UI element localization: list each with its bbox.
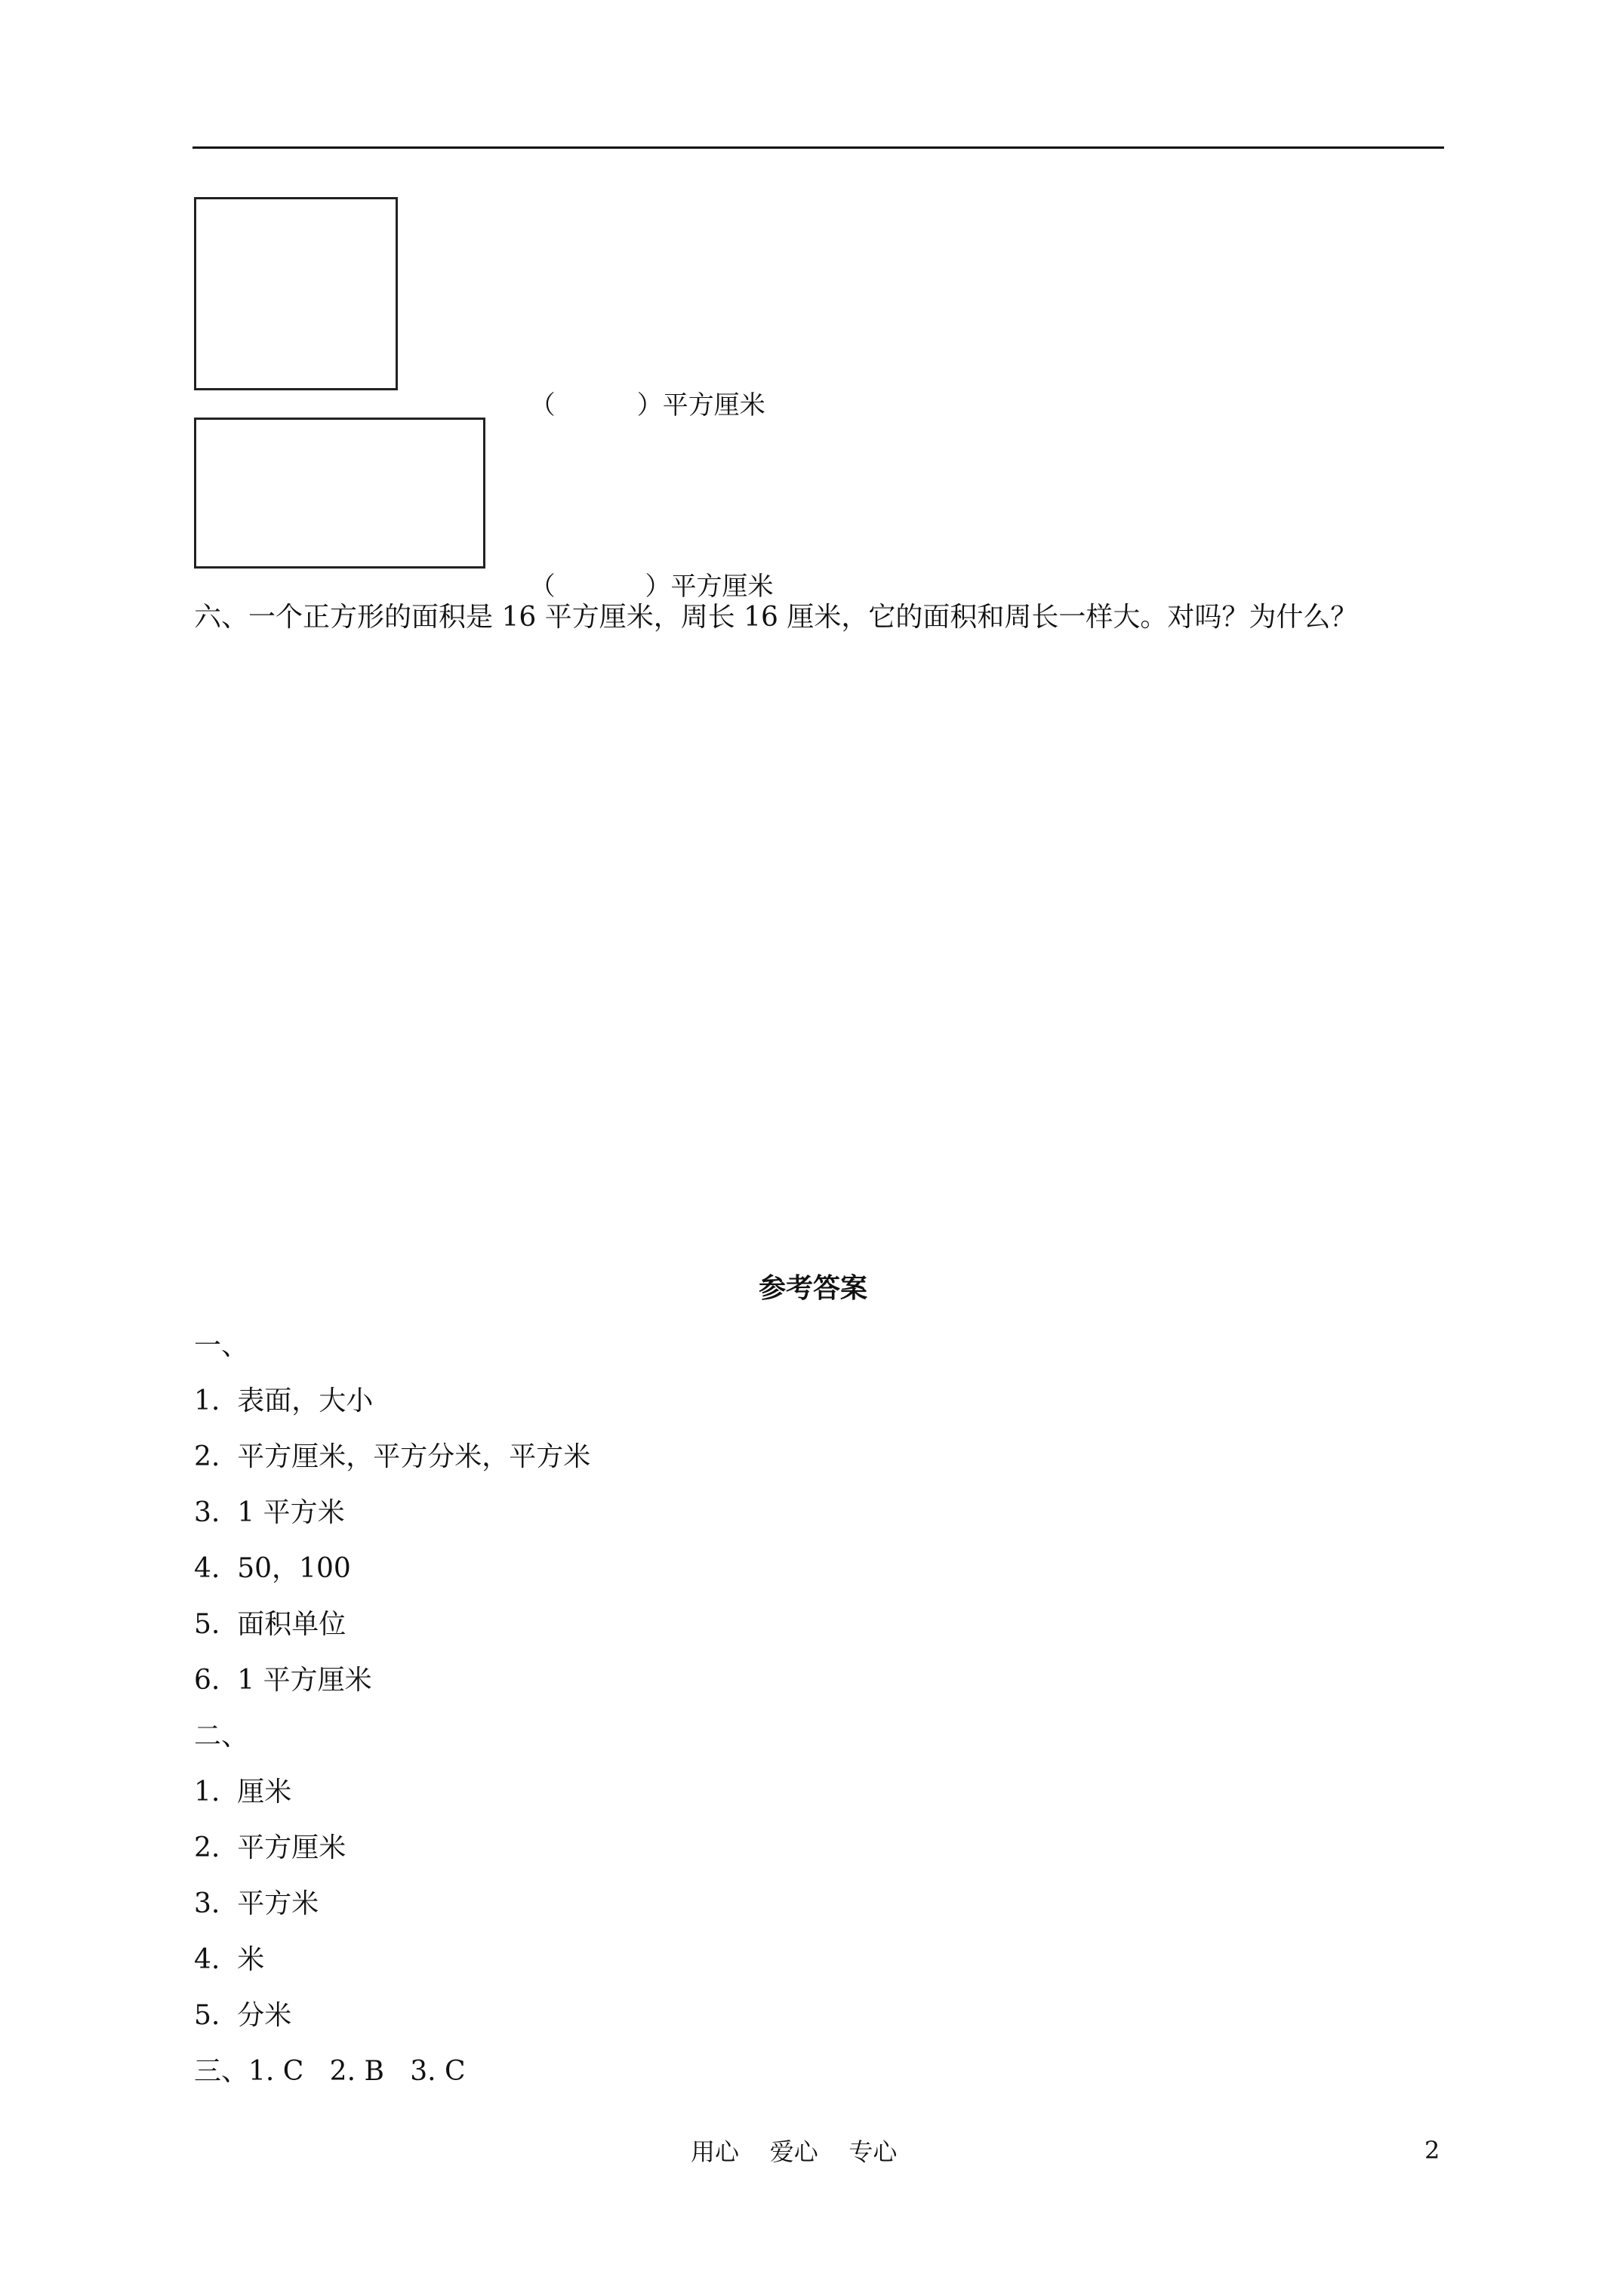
answer-line: 一、 xyxy=(194,1330,249,1361)
square-close-paren: ） xyxy=(636,390,663,421)
answer-line: 5. 面积单位 xyxy=(194,1609,346,1640)
page-number: 2 xyxy=(1424,2136,1440,2165)
answer-line: 二、 xyxy=(194,1721,249,1752)
rectangle-figure xyxy=(194,418,485,569)
answer-line: 1. 厘米 xyxy=(194,1777,292,1808)
square-blank xyxy=(556,390,637,421)
rectangle-close-paren: ） xyxy=(645,572,671,602)
answer-key-title: 参考答案 xyxy=(759,1272,868,1304)
answer-line: 3. 平方米 xyxy=(194,1888,319,1919)
answer-line: 5. 分米 xyxy=(194,2000,292,2031)
square-area-answer xyxy=(513,367,765,421)
answer-line: 2. 平方厘米，平方分米，平方米 xyxy=(194,1441,591,1472)
answer-line: 2. 平方厘米 xyxy=(194,1832,346,1863)
footer-motto: 用心 爱心 专心 xyxy=(691,2137,898,2166)
answer-line: 1. 表面，大小 xyxy=(194,1385,374,1416)
answer-line: 三、1. C 2. B 3. C xyxy=(194,2056,466,2087)
rectangle-unit: 平方厘米 xyxy=(670,572,774,602)
square-unit: 平方厘米 xyxy=(662,390,765,421)
rectangle-area-answer xyxy=(513,548,774,602)
rectangle-open-paren: （ xyxy=(529,572,556,602)
answer-line: 6. 1 平方厘米 xyxy=(194,1665,372,1696)
rectangle-blank xyxy=(556,572,645,602)
answer-line: 4. 米 xyxy=(194,1944,265,1975)
header-rule xyxy=(192,146,1444,149)
answer-line: 3. 1 平方米 xyxy=(194,1497,345,1528)
answer-line: 4. 50，100 xyxy=(194,1553,351,1584)
square-figure xyxy=(194,197,398,390)
square-open-paren: （ xyxy=(529,390,556,421)
question-six: 六、一个正方形的面积是 16 平方厘米，周长 16 厘米，它的面积和周长一样大。对吗？为什么？ xyxy=(194,602,1358,633)
